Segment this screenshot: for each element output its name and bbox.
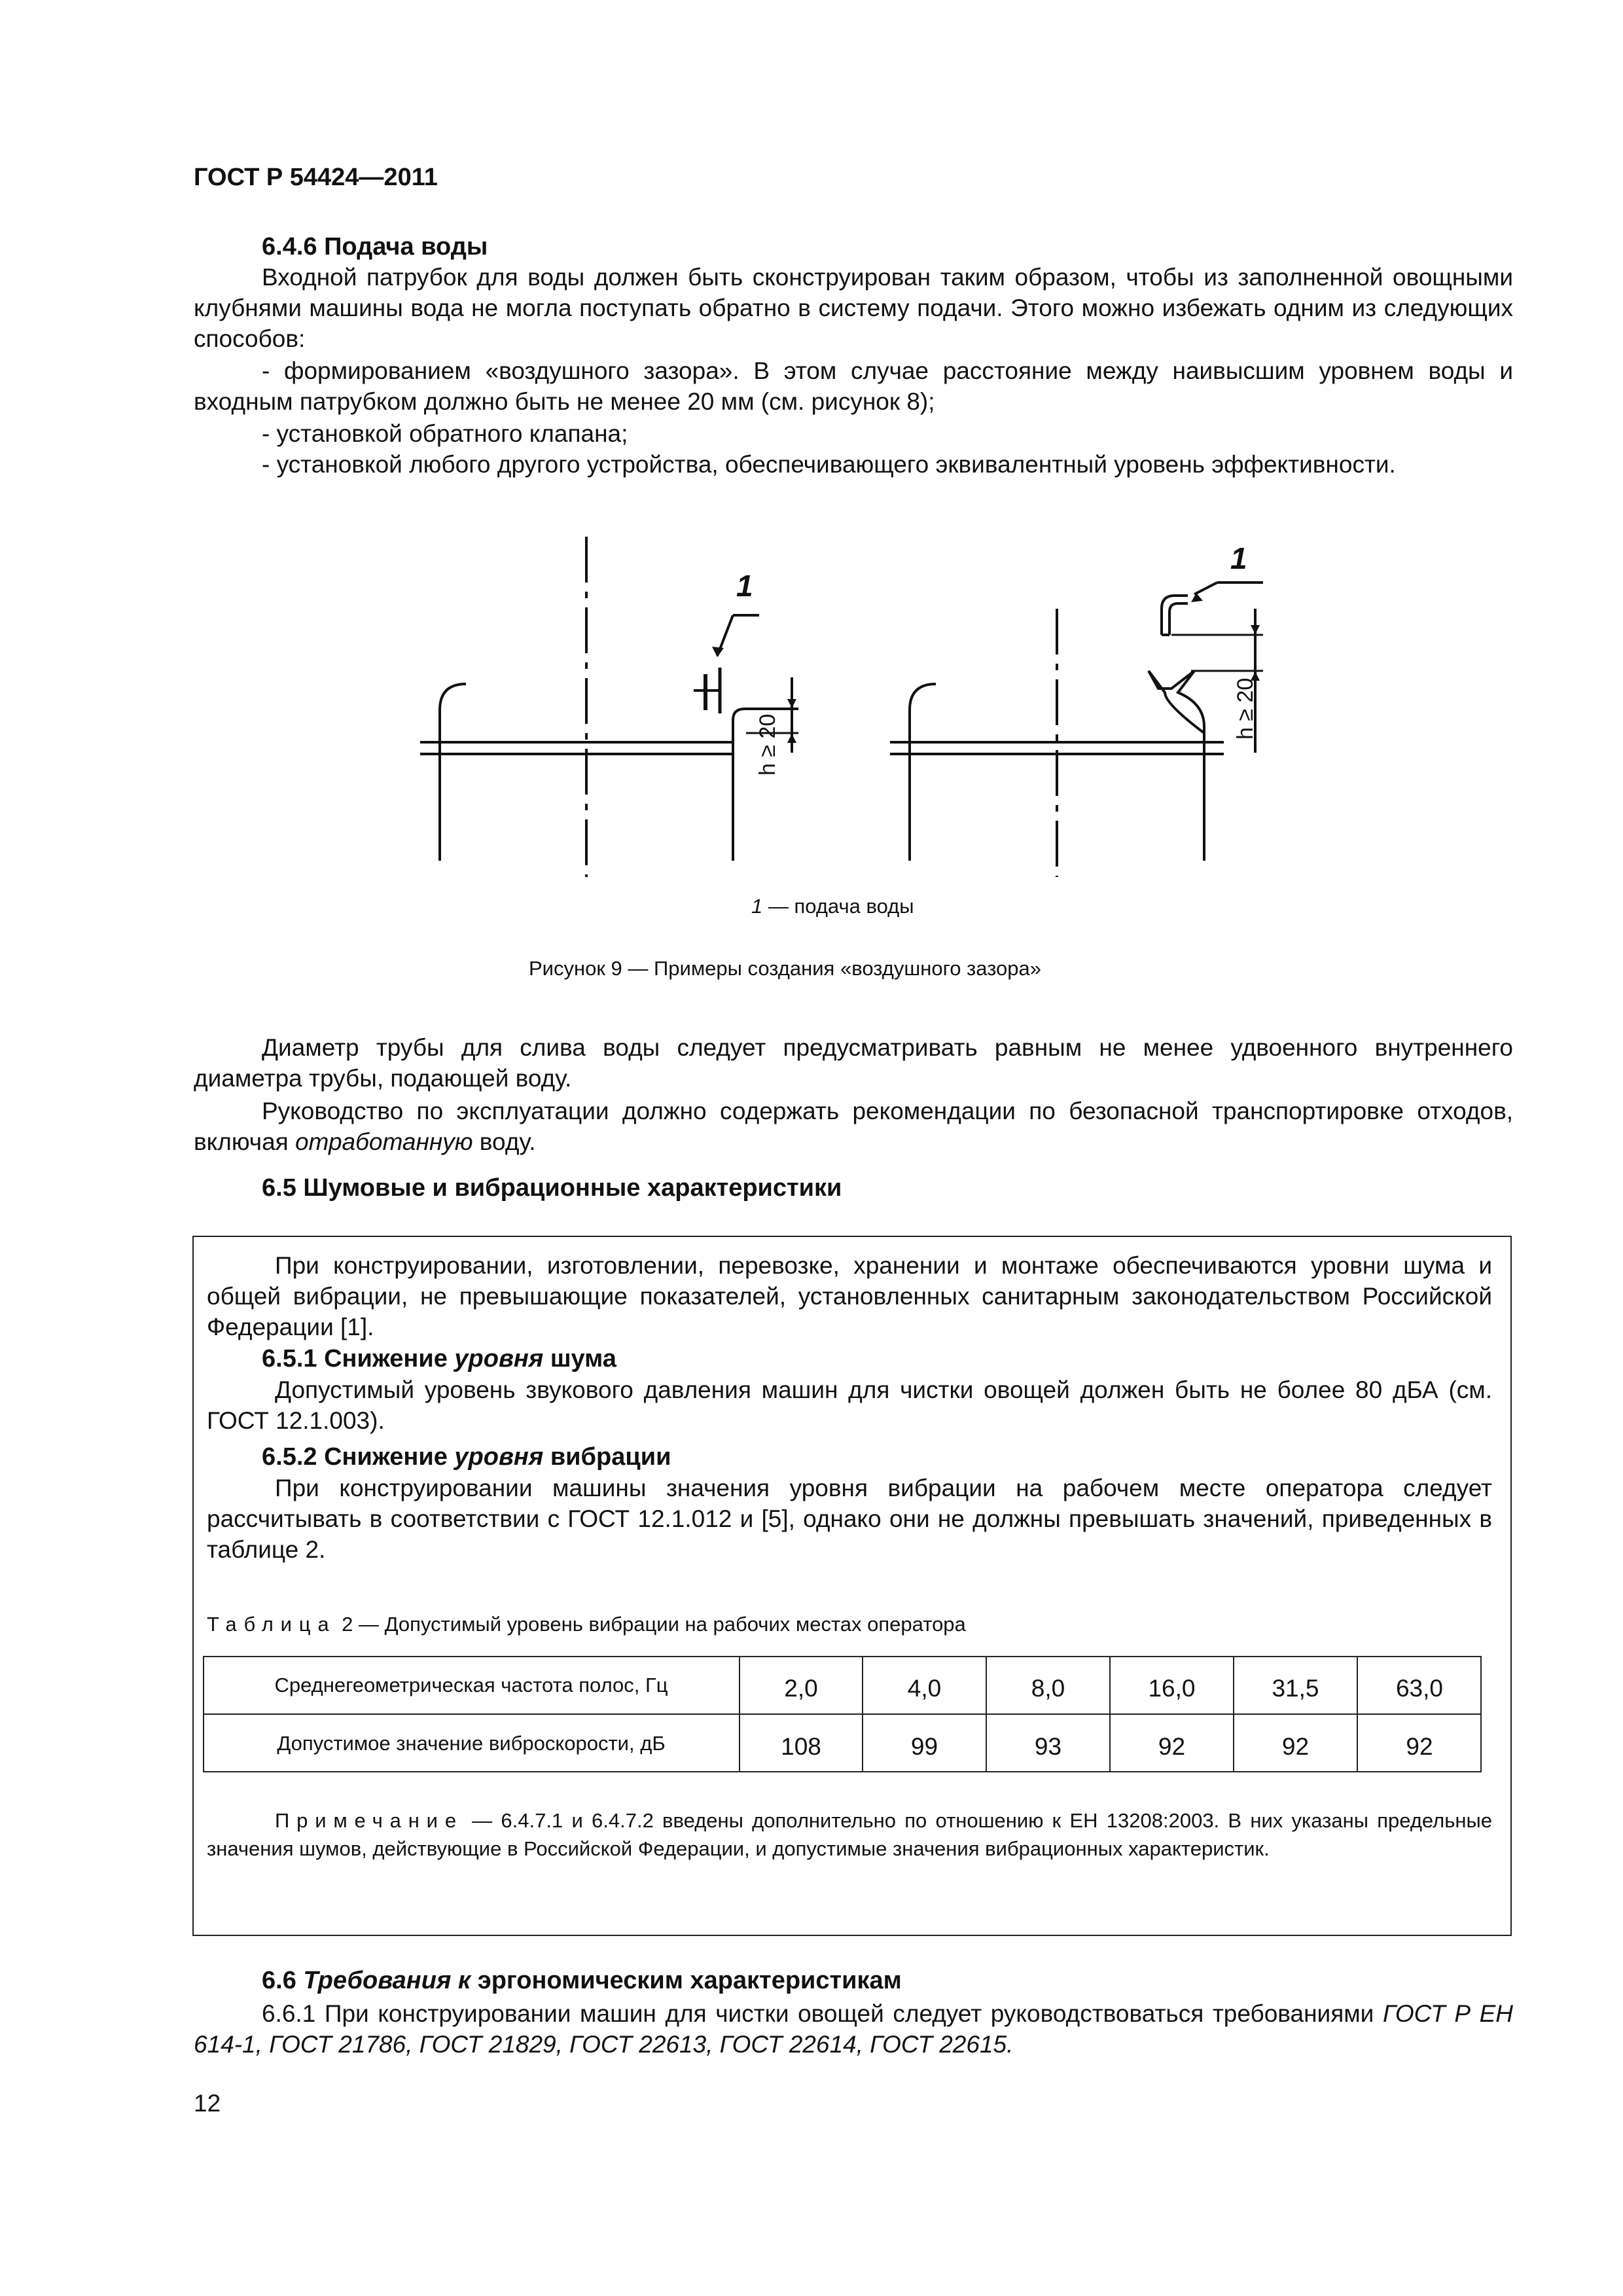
paragraph-drain-pipe: Диаметр трубы для слива воды следует предусматривать равным не менее удвоенного внутреннего диаметра трубы, подающей воду. bbox=[194, 1034, 1513, 1092]
section-heading-6-6 bbox=[262, 1965, 902, 1996]
paragraph-ergonomics bbox=[194, 1998, 1513, 2060]
list-item-other-device: - установкой любого другого устройства, обеспечивающего эквивалентный уровень эффективности. bbox=[262, 451, 1396, 478]
paragraph-noise-levels: При конструировании, изготовлении, перевозке, хранении и монтаже обеспечиваются уровни шума и общей вибрации, не превышающие показателей, установленных санитарным законодательством Российской Федерации [1]. bbox=[207, 1252, 1492, 1340]
section-heading-6-4-6: 6.4.6 Подача воды bbox=[262, 233, 488, 260]
heading-6-5-2-rest: вибрации bbox=[543, 1443, 671, 1471]
table-note bbox=[207, 1806, 1492, 1863]
right-tank bbox=[890, 583, 1263, 877]
table-cell-r1c5: 31,5 bbox=[1272, 1675, 1319, 1702]
paragraph-manual bbox=[194, 1096, 1513, 1157]
list-item-check-valve: - установкой обратного клапана; bbox=[262, 420, 628, 447]
dimension-label-left: h ≥ 20 bbox=[755, 713, 780, 776]
heading-6-5-2-italic: уровня bbox=[454, 1443, 544, 1471]
figure-callout-right: 1 bbox=[1230, 541, 1247, 575]
table-caption bbox=[207, 1611, 966, 1638]
table-cell-r1c2: 4,0 bbox=[907, 1675, 942, 1702]
paragraph-water-inlet: Входной патрубок для воды должен быть сконструирован таким образом, чтобы из заполненной овощными клубнями машины вода не могла поступать обратно в систему подачи. Этого можно избежать одним из следующих способов: bbox=[194, 264, 1513, 352]
table-cell-r2c3: 93 bbox=[1034, 1733, 1062, 1760]
table-caption-label: Таблица bbox=[207, 1613, 336, 1636]
table-caption-text: 2 — Допустимый уровень вибрации на рабочих местах оператора bbox=[336, 1613, 966, 1636]
document-header: ГОСТ Р 54424—2011 bbox=[194, 164, 438, 191]
manual-text-end: воду. bbox=[473, 1128, 536, 1155]
manual-text-start: Руководство по эксплуатации должно содержать рекомендации по безопасной транспортировке отходов, включая bbox=[194, 1098, 1513, 1155]
table-cell-r2c5: 92 bbox=[1281, 1733, 1310, 1760]
figure-legend-text: — подача воды bbox=[762, 895, 914, 918]
heading-6-5-1-italic: уровня bbox=[454, 1345, 544, 1372]
heading-6-6-rest: эргономическим характеристикам bbox=[471, 1967, 902, 1994]
table-row-1-label: Среднегеометрическая частота полос, Гц bbox=[274, 1673, 668, 1696]
heading-6-5-1-num: 6.5.1 Снижение bbox=[262, 1345, 455, 1372]
section-heading-6-5: 6.5 Шумовые и вибрационные характеристики bbox=[262, 1174, 842, 1202]
list-item-air-gap: - формированием «воздушного зазора». В этом случае расстояние между наивысшим уровнем воды и входным патрубком должно быть не менее 20 мм (см. рисунок 8); bbox=[194, 357, 1513, 415]
table-cell-r1c4: 16,0 bbox=[1148, 1675, 1196, 1702]
figure-9-drawing bbox=[393, 537, 1309, 877]
subsection-heading-6-5-1 bbox=[262, 1344, 616, 1374]
heading-6-6-num: 6.6 bbox=[262, 1967, 304, 1994]
heading-6-5-2-num: 6.5.2 Снижение bbox=[262, 1443, 455, 1471]
figure-legend-number: 1 bbox=[751, 895, 763, 918]
ergonomics-standards: ГОСТ Р ЕН 614-1, ГОСТ 21786, ГОСТ 21829, ГОСТ 22613, ГОСТ 22614, ГОСТ 22615. bbox=[194, 2000, 1513, 2058]
table-cell-r1c3: 8,0 bbox=[1031, 1675, 1065, 1702]
figure-legend bbox=[751, 893, 914, 920]
heading-6-6-italic: Требования к bbox=[303, 1967, 471, 1994]
heading-6-5-1-rest: шума bbox=[543, 1345, 616, 1372]
table-cell-r2c2: 99 bbox=[910, 1733, 938, 1760]
table-cell-r2c1: 108 bbox=[781, 1733, 821, 1760]
figure-callout-left: 1 bbox=[736, 569, 753, 603]
table-cell-r1c6: 63,0 bbox=[1395, 1675, 1443, 1702]
figure-caption: Рисунок 9 — Примеры создания «воздушного зазора» bbox=[529, 957, 1041, 980]
paragraph-sound-pressure: Допустимый уровень звукового давления машин для чистки овощей должен быть не более 80 дБА (см. ГОСТ 12.1.003). bbox=[207, 1376, 1492, 1434]
note-label: Примечание bbox=[275, 1809, 463, 1832]
ergonomics-text: 6.6.1 При конструировании машин для чистки овощей следует руководствоваться требованиями bbox=[262, 2000, 1383, 2027]
table-cell-r1c1: 2,0 bbox=[784, 1675, 818, 1702]
dimension-label-right: h ≥ 20 bbox=[1233, 677, 1258, 740]
table-row-2-label: Допустимое значение виброскорости, дБ bbox=[277, 1731, 666, 1755]
subsection-heading-6-5-2 bbox=[262, 1442, 671, 1473]
table-cell-r2c6: 92 bbox=[1406, 1733, 1433, 1760]
table-cell-r2c4: 92 bbox=[1158, 1733, 1186, 1760]
paragraph-vibration: При конструировании машины значения уровня вибрации на рабочем месте оператора следует рассчитывать в соответствии с ГОСТ 12.1.012 и [5], однако они не должны превышать значений, приведенных в таблице 2. bbox=[207, 1475, 1492, 1563]
note-text: — 6.4.7.1 и 6.4.7.2 введены дополнительно по отношению к ЕН 13208:2003. В них указаны предельные значения шумов, действующие в Российской Федерации, и допустимые значения вибрационных характеристик. bbox=[207, 1809, 1492, 1860]
page-number: 12 bbox=[194, 2090, 221, 2117]
manual-text-italic: отработанную bbox=[294, 1128, 473, 1155]
